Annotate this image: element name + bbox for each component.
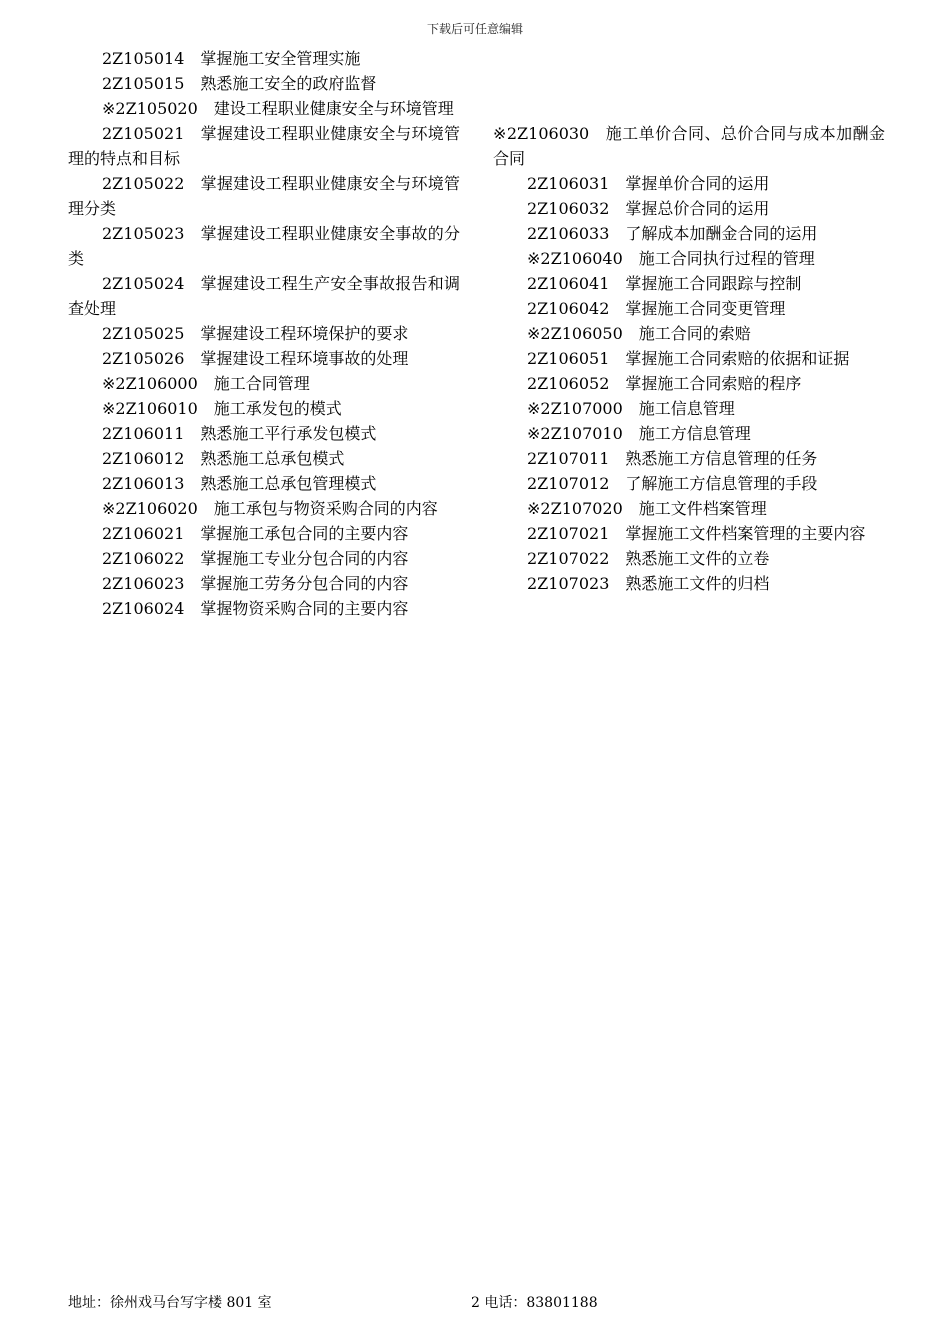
item-title: 施工承包与物资采购合同的内容 — [213, 499, 438, 518]
item-code: 2Z106033 — [527, 224, 610, 243]
item-code: 2Z106013 — [102, 474, 185, 493]
item-title: 掌握建设工程职业健康安全与环境管理分类 — [68, 174, 460, 218]
item-title: 熟悉施工总承包模式 — [200, 449, 345, 468]
list-item — [493, 296, 885, 321]
list-item — [493, 521, 885, 546]
item-title: 施工方信息管理 — [638, 424, 751, 443]
item-title: 建设工程职业健康安全与环境管理 — [213, 99, 454, 118]
list-item — [68, 596, 460, 621]
list-item — [68, 271, 460, 321]
list-item — [493, 421, 885, 446]
page-header: 下载后可任意编辑 — [426, 22, 523, 36]
item-title: 熟悉施工总承包管理模式 — [200, 474, 377, 493]
list-item — [68, 571, 460, 596]
footer-page-phone: 2 电话：83801188 — [471, 1295, 598, 1311]
list-item — [493, 121, 885, 171]
item-title: 了解成本加酬金合同的运用 — [625, 224, 818, 243]
item-title: 掌握建设工程环境事故的处理 — [200, 349, 409, 368]
item-code: 2Z105025 — [102, 324, 185, 343]
list-item — [493, 371, 885, 396]
item-code: 2Z106041 — [527, 274, 610, 293]
item-code: 2Z106052 — [527, 374, 610, 393]
item-code: 2Z106023 — [102, 574, 185, 593]
item-code: 2Z105024 — [102, 274, 185, 293]
item-title: 掌握施工承包合同的主要内容 — [200, 524, 409, 543]
item-title: 掌握单价合同的运用 — [625, 174, 770, 193]
item-title: 施工合同管理 — [213, 374, 310, 393]
item-code: ※2Z107010 — [527, 424, 623, 443]
item-code: 2Z105015 — [102, 74, 185, 93]
item-code: ※2Z106040 — [527, 249, 623, 268]
list-item — [68, 471, 460, 496]
item-code: 2Z106022 — [102, 549, 185, 568]
item-code: 2Z107021 — [527, 524, 610, 543]
list-item — [493, 571, 885, 596]
list-item — [68, 46, 460, 71]
item-title: 掌握施工文件档案管理的主要内容 — [625, 524, 866, 543]
item-title: 掌握施工劳务分包合同的内容 — [200, 574, 409, 593]
list-item — [68, 121, 460, 171]
item-code: 2Z107011 — [527, 449, 610, 468]
list-item — [493, 221, 885, 246]
item-title: 掌握物资采购合同的主要内容 — [200, 599, 409, 618]
item-code: 2Z106011 — [102, 424, 185, 443]
item-code: 2Z106024 — [102, 599, 185, 618]
item-code: ※2Z106010 — [102, 399, 198, 418]
item-code: 2Z106032 — [527, 199, 610, 218]
item-code: 2Z107023 — [527, 574, 610, 593]
list-item — [68, 171, 460, 221]
list-item — [68, 371, 460, 396]
item-code: 2Z107012 — [527, 474, 610, 493]
item-code: ※2Z106030 — [493, 124, 590, 143]
item-code: 2Z106021 — [102, 524, 185, 543]
item-title: 施工合同执行过程的管理 — [638, 249, 815, 268]
list-item — [68, 321, 460, 346]
list-item — [493, 396, 885, 421]
item-code: ※2Z106000 — [102, 374, 198, 393]
list-item — [68, 521, 460, 546]
item-code: ※2Z105020 — [102, 99, 198, 118]
item-title: 掌握建设工程职业健康安全与环境管理的特点和目标 — [68, 124, 460, 168]
item-title: 掌握施工合同跟踪与控制 — [625, 274, 802, 293]
item-title: 掌握建设工程职业健康安全事故的分类 — [68, 224, 460, 268]
item-title: 熟悉施工文件的归档 — [625, 574, 770, 593]
item-title: 施工承发包的模式 — [213, 399, 342, 418]
item-title: 熟悉施工平行承发包模式 — [200, 424, 377, 443]
list-item — [493, 246, 885, 271]
item-title: 掌握施工合同索赔的程序 — [625, 374, 802, 393]
left-column — [68, 46, 460, 621]
list-item — [68, 496, 460, 521]
item-code: ※2Z106020 — [102, 499, 198, 518]
item-title: 了解施工方信息管理的手段 — [625, 474, 818, 493]
item-code: ※2Z106050 — [527, 324, 623, 343]
list-item — [493, 346, 885, 371]
list-item — [493, 471, 885, 496]
item-code: 2Z107022 — [527, 549, 610, 568]
list-item — [68, 421, 460, 446]
list-item — [493, 321, 885, 346]
item-title: 掌握施工合同索赔的依据和证据 — [625, 349, 850, 368]
list-item — [493, 271, 885, 296]
list-item — [493, 446, 885, 471]
list-item — [68, 221, 460, 271]
list-item — [493, 546, 885, 571]
item-code: 2Z105014 — [102, 49, 185, 68]
item-title: 施工文件档案管理 — [638, 499, 767, 518]
item-code: 2Z106051 — [527, 349, 610, 368]
list-item — [68, 71, 460, 96]
list-item — [68, 446, 460, 471]
item-title: 熟悉施工文件的立卷 — [625, 549, 770, 568]
list-item — [68, 396, 460, 421]
item-title: 掌握施工安全管理实施 — [200, 49, 361, 68]
list-item — [493, 496, 885, 521]
item-title: 掌握建设工程环境保护的要求 — [200, 324, 409, 343]
item-title: 熟悉施工安全的政府监督 — [200, 74, 377, 93]
item-code: 2Z106042 — [527, 299, 610, 318]
item-title: 掌握施工合同变更管理 — [625, 299, 786, 318]
item-code: 2Z106031 — [527, 174, 610, 193]
list-item — [68, 546, 460, 571]
list-item — [493, 171, 885, 196]
list-item — [493, 196, 885, 221]
item-title: 掌握施工专业分包合同的内容 — [200, 549, 409, 568]
list-item — [68, 96, 460, 121]
item-code: 2Z106012 — [102, 449, 185, 468]
item-title: 施工单价合同、总价合同与成本加酬金合同 — [493, 124, 885, 168]
item-title: 施工合同的索赔 — [638, 324, 751, 343]
footer-address: 地址：徐州戏马台写字楼 801 室 — [68, 1295, 272, 1311]
item-title: 熟悉施工方信息管理的任务 — [625, 449, 818, 468]
item-title: 掌握建设工程生产安全事故报告和调查处理 — [68, 274, 460, 318]
item-code: 2Z105021 — [102, 124, 185, 143]
item-code: 2Z105026 — [102, 349, 185, 368]
item-title: 掌握总价合同的运用 — [625, 199, 770, 218]
item-code: ※2Z107000 — [527, 399, 623, 418]
item-code: ※2Z107020 — [527, 499, 623, 518]
item-title: 施工信息管理 — [638, 399, 735, 418]
item-code: 2Z105022 — [102, 174, 185, 193]
item-code: 2Z105023 — [102, 224, 185, 243]
list-item — [68, 346, 460, 371]
right-column — [493, 121, 885, 596]
